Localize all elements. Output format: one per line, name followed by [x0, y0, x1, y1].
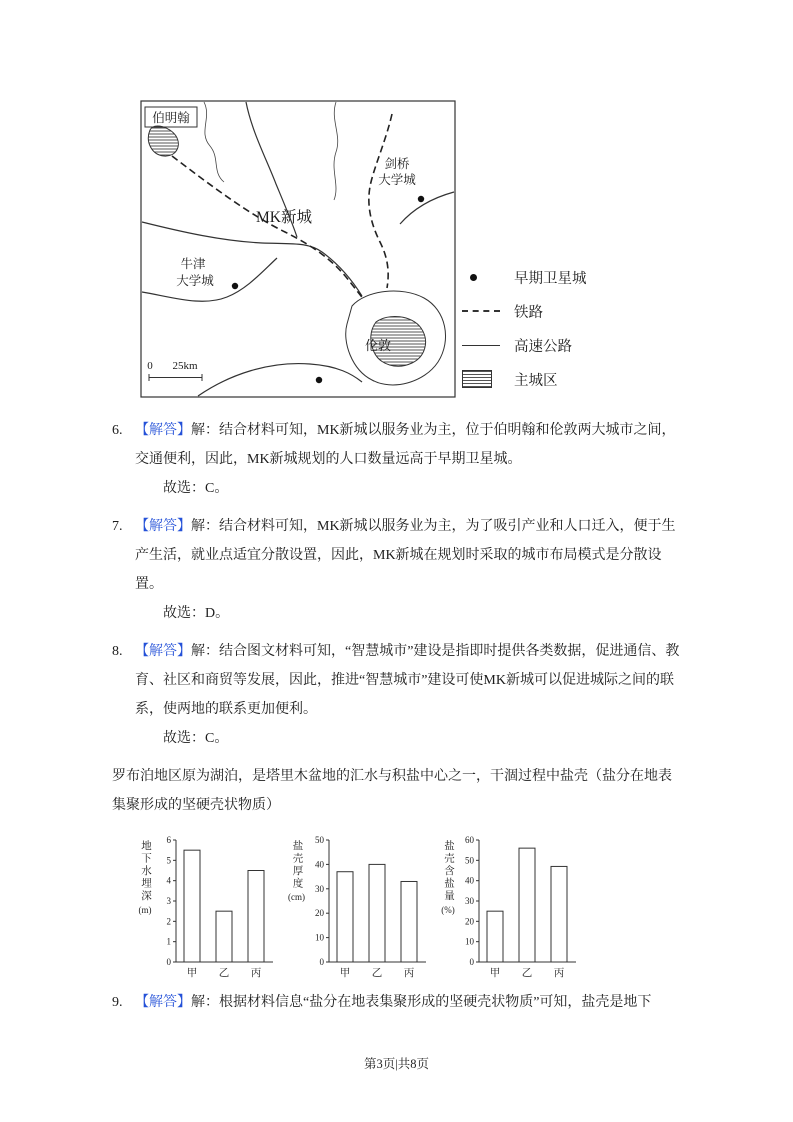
answers-section-2: [112, 988, 681, 1017]
page-content: [0, 100, 793, 1017]
answer-body-text: 解：结合材料可知，MK新城以服务业为主，位于伯明翰和伦敦两大城市之间，交通便利，因此，MK新城规划的人口数量远高于早期卫星城。: [135, 423, 676, 467]
svg-text:丙: 丙: [553, 968, 565, 979]
answer-number: 9.: [112, 995, 123, 1010]
svg-text:50: 50: [465, 855, 474, 866]
charts-row: [138, 834, 681, 984]
legend-label: 铁路: [514, 304, 543, 321]
answer-item-6: [112, 416, 681, 503]
chart-salt-crust-thickness: [288, 834, 427, 984]
answer-number: 8.: [112, 644, 123, 659]
map-label-london: 伦敦: [364, 338, 392, 353]
map-label-cambridge-line1: 剑桥: [384, 157, 410, 171]
map-label-cambridge-line2: 大学城: [378, 173, 416, 187]
svg-text:60: 60: [465, 835, 474, 845]
answer-tag: 【解答】: [135, 423, 191, 438]
svg-text:丙: 丙: [403, 968, 415, 979]
scale-bar: [149, 374, 202, 381]
answer-body-text: 解：结合图文材料可知，“智慧城市”建设是指即时提供各类数据，促进通信、教育、社区和商贸等发展，因此，推进“智慧城市”建设可使MK新城可以促进城际之间的联系，使两地的联系更加便利。: [135, 644, 680, 717]
svg-text:0: 0: [469, 957, 474, 967]
answer-number: 6.: [112, 423, 123, 438]
satellite-city-dot: [316, 377, 322, 383]
svg-text:乙: 乙: [521, 968, 533, 979]
satellite-city-dot-icon: [470, 274, 477, 281]
answer-body-text: 解：根据材料信息“盐分在地表集聚形成的坚硬壳状物质”可知，盐壳是地下: [191, 995, 652, 1010]
main-urban-area-icon: [462, 370, 492, 388]
bar-chart-svg: [152, 834, 274, 984]
legend-item-main-urban-area: [462, 368, 587, 390]
satellite-city-dot: [418, 196, 424, 202]
svg-text:乙: 乙: [218, 968, 230, 979]
svg-text:1: 1: [166, 936, 171, 947]
chart-y-axis-label: 盐壳含盐量: [443, 840, 454, 903]
svg-text:乙: 乙: [371, 968, 383, 979]
svg-text:2: 2: [166, 916, 171, 927]
map-label-birmingham: 伯明翰: [152, 111, 190, 125]
map-legend: [462, 266, 587, 398]
scale-zero: 0: [147, 360, 153, 372]
svg-text:0: 0: [166, 957, 171, 967]
answer-text: [135, 416, 681, 474]
answer-item-9: [112, 988, 681, 1017]
map-svg: [140, 100, 456, 398]
svg-text:30: 30: [465, 896, 474, 906]
svg-text:3: 3: [166, 896, 171, 906]
legend-label: 高速公路: [514, 338, 572, 355]
highway-line: [400, 192, 454, 224]
chart-y-axis-unit: (m): [138, 904, 152, 915]
svg-text:丙: 丙: [250, 968, 262, 979]
chart-y-axis-unit: (cm): [288, 892, 305, 902]
chart-y-axis-label: 地下水埋深: [140, 840, 151, 903]
svg-text:40: 40: [315, 859, 324, 870]
chart-salt-content: [441, 834, 577, 984]
answers-section: [112, 416, 681, 753]
highway-line: [198, 364, 362, 396]
svg-text:5: 5: [166, 855, 171, 866]
map-label-mk-new-town: MK新城: [256, 209, 312, 226]
region-boundary: [204, 102, 224, 182]
map-figure: [140, 100, 681, 398]
answer-tag: 【解答】: [135, 519, 191, 534]
region-boundary: [334, 102, 338, 200]
svg-text:30: 30: [315, 883, 324, 894]
svg-text:甲: 甲: [186, 968, 198, 979]
answer-choice: 故选：C。: [163, 731, 229, 746]
answer-text: [135, 637, 681, 724]
answer-choice: 故选：D。: [163, 606, 230, 621]
svg-text:6: 6: [166, 835, 171, 845]
answer-item-7: [112, 512, 681, 628]
svg-text:50: 50: [315, 835, 324, 845]
answer-body-text: 解：结合材料可知，MK新城以服务业为主，为了吸引产业和人口迁入，便于生产生活，就业点适宜分散设置，因此，MK新城在规划时采取的城市布局模式是分散设置。: [135, 519, 676, 592]
svg-text:甲: 甲: [489, 968, 501, 979]
intro-paragraph: 罗布泊地区原为湖泊，是塔里木盆地的汇水与积盐中心之一，干涸过程中盐壳（盐分在地表集聚形成的坚硬壳状物质）: [112, 769, 672, 813]
birmingham-main-urban-area: [148, 126, 178, 156]
legend-item-railway: [462, 300, 587, 322]
answer-text: [135, 512, 681, 599]
answer-text: [135, 988, 681, 1017]
map-label-oxford-line2: 大学城: [176, 274, 214, 288]
svg-text:4: 4: [166, 875, 171, 886]
svg-text:10: 10: [315, 932, 324, 943]
svg-text:20: 20: [465, 916, 474, 927]
railway-line: [172, 156, 380, 322]
bar-chart-svg: [455, 834, 577, 984]
railway-line-icon: [462, 310, 500, 312]
chart-y-axis-label: 盐壳厚度: [291, 840, 303, 890]
footer-page-number: 第3页|共8页: [363, 1057, 429, 1071]
map-label-oxford-line1: 牛津: [180, 257, 206, 271]
svg-text:20: 20: [315, 908, 324, 919]
answer-tag: 【解答】: [135, 644, 191, 659]
svg-text:40: 40: [465, 875, 474, 886]
legend-item-satellite-city: [462, 266, 587, 288]
scale-distance: 25km: [172, 360, 198, 372]
highway-line-icon: [462, 345, 500, 346]
legend-label: 早期卫星城: [514, 270, 587, 287]
chart-y-axis-unit: (%): [441, 904, 455, 915]
svg-text:0: 0: [319, 957, 324, 967]
svg-text:甲: 甲: [339, 968, 351, 979]
answer-item-8: [112, 637, 681, 753]
bar-chart-svg: [305, 834, 427, 984]
svg-text:10: 10: [465, 936, 474, 947]
answer-choice: 故选：C。: [163, 481, 229, 496]
chart-groundwater-depth: [138, 834, 274, 984]
railway-line: [369, 114, 392, 288]
answer-number: 7.: [112, 519, 123, 534]
legend-item-highway: [462, 334, 587, 356]
legend-label: 主城区: [514, 372, 558, 389]
satellite-city-dot: [232, 283, 238, 289]
answer-tag: 【解答】: [135, 995, 191, 1010]
